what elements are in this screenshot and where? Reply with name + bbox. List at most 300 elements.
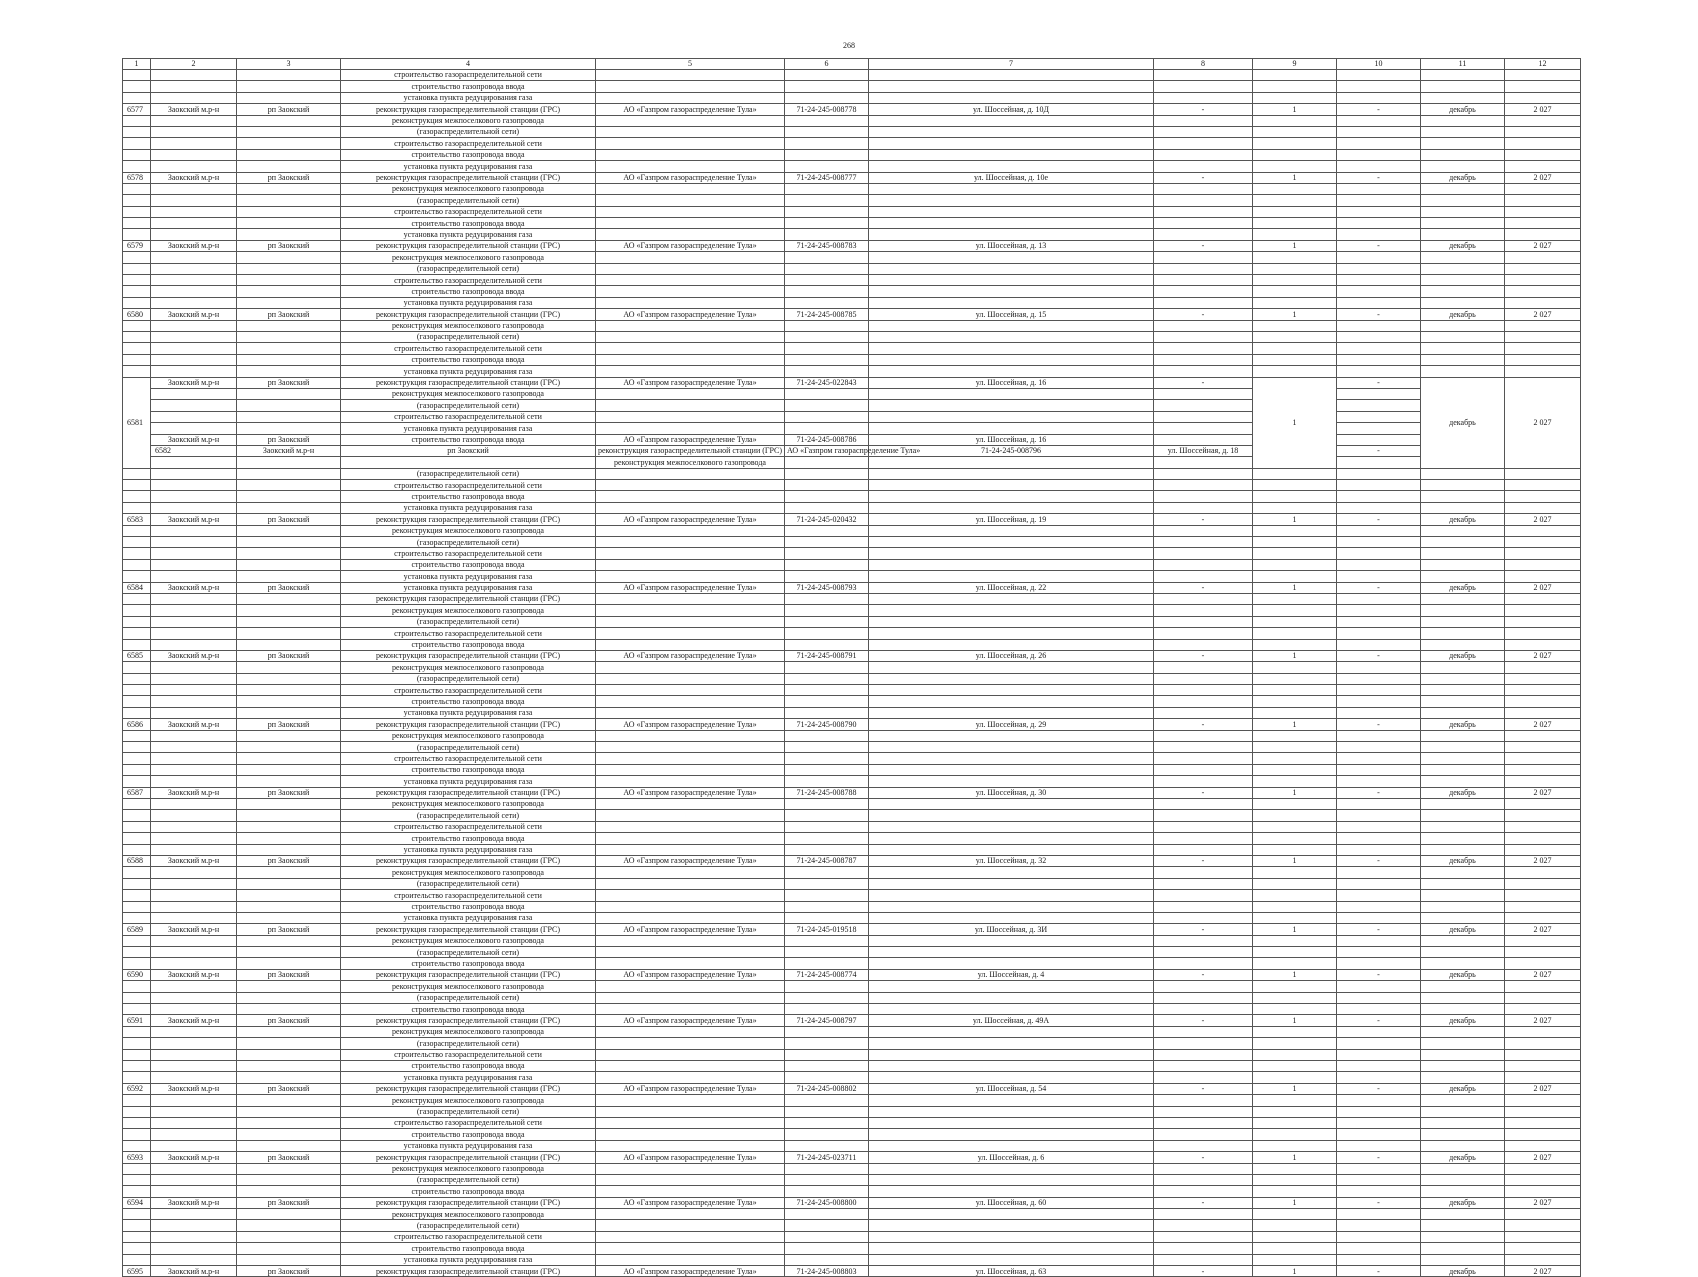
table-cell <box>1154 958 1253 969</box>
table-cell: - <box>1337 969 1421 980</box>
table-cell <box>123 354 151 365</box>
table-cell <box>1421 1174 1505 1185</box>
column-header: 8 <box>1154 59 1253 70</box>
table-cell <box>1421 730 1505 741</box>
table-cell <box>596 81 785 92</box>
table-cell <box>123 263 151 274</box>
table-row <box>123 719 1581 730</box>
table-cell: Заокский м.р-н <box>151 514 237 525</box>
table-cell <box>596 297 785 308</box>
table-row <box>123 912 1581 923</box>
table-cell: строительство газораспределительной сети <box>341 343 596 354</box>
table-cell <box>869 878 1154 889</box>
table-cell <box>1154 229 1253 240</box>
table-cell: - <box>1337 1197 1421 1208</box>
table-cell <box>869 821 1154 832</box>
table-cell: строительство газопровода ввода <box>341 764 596 775</box>
table-cell <box>237 92 341 103</box>
table-cell <box>1421 1004 1505 1015</box>
table-row <box>123 1174 1581 1185</box>
table-cell: установка пункта редуцирования газа <box>341 502 596 513</box>
table-cell <box>869 776 1154 787</box>
table-cell <box>151 331 237 342</box>
table-cell <box>1505 992 1581 1003</box>
table-cell <box>596 605 785 616</box>
table-cell <box>151 1026 237 1037</box>
table-cell: рп Заокский <box>237 650 341 661</box>
table-cell <box>151 890 237 901</box>
table-row <box>123 1117 1581 1128</box>
table-body <box>123 70 1581 1277</box>
table-cell <box>596 149 785 160</box>
table-cell: реконструкция газораспределительной станции (ГРС) <box>341 309 596 320</box>
table-cell <box>785 992 869 1003</box>
table-cell <box>1505 628 1581 639</box>
table-row <box>123 867 1581 878</box>
table-cell <box>1253 673 1337 684</box>
table-cell <box>785 354 869 365</box>
table-cell <box>869 343 1154 354</box>
table-row <box>123 183 1581 194</box>
table-cell: (газораспределительной сети) <box>341 1174 596 1185</box>
table-cell: (газораспределительной сети) <box>341 992 596 1003</box>
table-cell <box>237 457 341 468</box>
table-cell: ул. Шоссейная, д. 10Д <box>869 104 1154 115</box>
table-cell <box>1253 161 1337 172</box>
table-cell <box>785 388 869 399</box>
column-header: 7 <box>869 59 1154 70</box>
table-cell: (газораспределительной сети) <box>341 947 596 958</box>
table-cell: - <box>1154 1197 1253 1208</box>
table-cell <box>1154 70 1253 81</box>
table-cell <box>1337 571 1421 582</box>
table-cell <box>1154 525 1253 536</box>
table-cell <box>869 70 1154 81</box>
table-cell <box>123 764 151 775</box>
table-cell <box>151 1140 237 1151</box>
table-cell <box>1421 1254 1505 1265</box>
table-cell <box>1505 218 1581 229</box>
table-cell: - <box>1337 855 1421 866</box>
table-cell: ул. Шоссейная, д. 18 <box>1154 445 1253 456</box>
table-cell: строительство газопровода ввода <box>341 286 596 297</box>
table-cell <box>1154 81 1253 92</box>
table-cell <box>869 639 1154 650</box>
table-cell <box>1154 1129 1253 1140</box>
table-row <box>123 582 1581 593</box>
table-cell <box>785 195 869 206</box>
table-cell <box>1421 320 1505 331</box>
table-cell <box>151 605 237 616</box>
table-cell <box>1505 867 1581 878</box>
table-row <box>123 559 1581 570</box>
table-cell <box>1337 263 1421 274</box>
table-cell <box>869 1038 1154 1049</box>
table-cell <box>237 1072 341 1083</box>
table-cell <box>123 696 151 707</box>
column-header: 5 <box>596 59 785 70</box>
table-cell: - <box>1154 1152 1253 1163</box>
table-cell <box>1154 810 1253 821</box>
table-cell: 71-24-245-008788 <box>785 787 869 798</box>
table-cell: Заокский м.р-н <box>151 855 237 866</box>
table-cell: рп Заокский <box>341 445 596 456</box>
table-cell <box>1154 320 1253 331</box>
table-cell <box>1421 297 1505 308</box>
table-cell <box>1154 1174 1253 1185</box>
table-cell <box>1421 252 1505 263</box>
table-cell <box>1154 707 1253 718</box>
table-row <box>123 1140 1581 1151</box>
table-cell: - <box>1154 309 1253 320</box>
table-cell: 2 027 <box>1505 650 1581 661</box>
table-cell <box>1253 525 1337 536</box>
table-cell <box>785 1095 869 1106</box>
table-cell <box>123 810 151 821</box>
table-cell <box>123 1243 151 1254</box>
table-cell <box>785 229 869 240</box>
table-cell <box>1154 1243 1253 1254</box>
table-cell <box>1421 639 1505 650</box>
table-cell: 71-24-245-008800 <box>785 1197 869 1208</box>
table-cell <box>869 411 1154 422</box>
table-cell <box>1154 126 1253 137</box>
table-cell <box>1337 1117 1421 1128</box>
table-cell: 2 027 <box>1505 924 1581 935</box>
table-cell: реконструкция межпоселкового газопровода <box>341 388 596 399</box>
table-cell <box>1421 935 1505 946</box>
table-cell <box>151 366 237 377</box>
table-cell: реконструкция газораспределительной станции (ГРС) <box>596 445 785 456</box>
table-cell: 1 <box>1253 650 1337 661</box>
table-cell <box>1154 1072 1253 1083</box>
table-cell: Заокский м.р-н <box>237 445 341 456</box>
table-cell <box>1337 947 1421 958</box>
table-cell <box>151 1049 237 1060</box>
table-cell <box>596 616 785 627</box>
table-cell <box>1337 457 1421 468</box>
table-cell: ул. Шоссейная, д. 32 <box>869 855 1154 866</box>
table-cell <box>596 115 785 126</box>
table-cell <box>1505 161 1581 172</box>
table-row <box>123 445 1581 456</box>
table-cell <box>1154 981 1253 992</box>
table-cell <box>1253 81 1337 92</box>
table-cell <box>1505 673 1581 684</box>
table-cell: декабрь <box>1421 1152 1505 1163</box>
table-cell <box>123 286 151 297</box>
table-cell: строительство газопровода ввода <box>341 1186 596 1197</box>
table-cell: декабрь <box>1421 1015 1505 1026</box>
table-cell: реконструкция межпоселкового газопровода <box>341 799 596 810</box>
table-cell <box>1253 1060 1337 1071</box>
table-cell <box>123 275 151 286</box>
table-row <box>123 172 1581 183</box>
table-cell <box>1253 1209 1337 1220</box>
table-cell <box>1421 126 1505 137</box>
table-cell <box>1253 320 1337 331</box>
table-cell <box>151 149 237 160</box>
table-cell <box>123 491 151 502</box>
table-cell <box>123 821 151 832</box>
table-cell: декабрь <box>1421 172 1505 183</box>
table-cell <box>1505 593 1581 604</box>
table-cell <box>237 354 341 365</box>
table-cell <box>785 776 869 787</box>
table-cell <box>1337 354 1421 365</box>
table-cell <box>237 981 341 992</box>
table-cell: 6578 <box>123 172 151 183</box>
table-row <box>123 195 1581 206</box>
table-cell <box>1337 912 1421 923</box>
table-cell <box>1154 821 1253 832</box>
table-cell <box>1505 559 1581 570</box>
table-cell <box>1154 297 1253 308</box>
table-cell <box>1421 753 1505 764</box>
table-cell <box>1337 1243 1421 1254</box>
table-cell <box>869 958 1154 969</box>
table-cell <box>1253 354 1337 365</box>
table-cell: 71-24-245-008785 <box>785 309 869 320</box>
table-cell <box>1154 776 1253 787</box>
table-cell <box>1154 366 1253 377</box>
table-cell: - <box>1337 240 1421 251</box>
table-cell <box>1154 912 1253 923</box>
table-cell <box>869 331 1154 342</box>
table-cell: ул. Шоссейная, д. 19 <box>869 514 1154 525</box>
table-cell <box>1505 662 1581 673</box>
table-cell <box>869 696 1154 707</box>
table-cell <box>237 206 341 217</box>
table-cell <box>1505 126 1581 137</box>
table-cell <box>785 559 869 570</box>
table-row <box>123 924 1581 935</box>
table-cell: реконструкция межпоселкового газопровода <box>341 183 596 194</box>
table-cell <box>1253 628 1337 639</box>
table-cell <box>869 275 1154 286</box>
table-cell <box>596 1038 785 1049</box>
table-cell <box>151 1129 237 1140</box>
table-cell <box>1421 92 1505 103</box>
table-cell <box>1337 685 1421 696</box>
table-cell <box>237 1049 341 1060</box>
table-cell <box>151 195 237 206</box>
table-cell <box>1421 571 1505 582</box>
table-cell: (газораспределительной сети) <box>341 616 596 627</box>
table-cell <box>237 1220 341 1231</box>
table-cell <box>151 263 237 274</box>
table-cell: Заокский м.р-н <box>151 240 237 251</box>
table-row <box>123 161 1581 172</box>
table-cell <box>1337 639 1421 650</box>
table-row <box>123 1254 1581 1265</box>
table-cell <box>151 947 237 958</box>
table-cell <box>869 730 1154 741</box>
table-cell <box>1337 878 1421 889</box>
table-cell <box>237 286 341 297</box>
table-cell <box>785 218 869 229</box>
table-cell <box>1505 229 1581 240</box>
table-cell <box>785 878 869 889</box>
table-cell <box>1337 1186 1421 1197</box>
table-cell <box>1505 286 1581 297</box>
table-cell <box>785 1186 869 1197</box>
table-cell <box>596 491 785 502</box>
table-cell: Заокский м.р-н <box>151 1197 237 1208</box>
table-cell: установка пункта редуцирования газа <box>341 776 596 787</box>
table-cell <box>123 981 151 992</box>
table-cell <box>1253 1129 1337 1140</box>
table-cell <box>1337 1026 1421 1037</box>
table-cell <box>785 1254 869 1265</box>
table-cell <box>123 947 151 958</box>
table-cell <box>1421 286 1505 297</box>
table-cell <box>785 571 869 582</box>
table-cell: установка пункта редуцирования газа <box>341 582 596 593</box>
table-cell <box>1253 1106 1337 1117</box>
table-row <box>123 821 1581 832</box>
table-cell <box>237 411 341 422</box>
table-cell <box>785 696 869 707</box>
table-cell: реконструкция газораспределительной станции (ГРС) <box>341 719 596 730</box>
table-cell <box>596 1026 785 1037</box>
table-cell: реконструкция газораспределительной станции (ГРС) <box>341 240 596 251</box>
table-row <box>123 707 1581 718</box>
table-row <box>123 1243 1581 1254</box>
table-cell <box>151 206 237 217</box>
table-cell <box>151 411 237 422</box>
table-row <box>123 320 1581 331</box>
table-cell: реконструкция межпоселкового газопровода <box>341 320 596 331</box>
table-cell <box>123 1209 151 1220</box>
table-cell <box>1337 502 1421 513</box>
table-cell <box>785 1049 869 1060</box>
table-cell: ул. Шоссейная, д. 63 <box>869 1266 1154 1277</box>
table-cell <box>1421 947 1505 958</box>
table-cell: ул. Шоссейная, д. 16 <box>869 434 1154 445</box>
table-cell <box>1154 331 1253 342</box>
table-cell <box>785 981 869 992</box>
table-cell <box>596 400 785 411</box>
table-cell <box>1253 149 1337 160</box>
table-cell <box>1505 685 1581 696</box>
table-cell <box>596 707 785 718</box>
table-cell <box>151 1117 237 1128</box>
table-cell <box>1154 388 1253 399</box>
table-row <box>123 126 1581 137</box>
table-cell <box>123 297 151 308</box>
table-cell: реконструкция газораспределительной станции (ГРС) <box>341 1152 596 1163</box>
table-cell <box>785 673 869 684</box>
table-cell <box>237 707 341 718</box>
table-cell <box>596 1049 785 1060</box>
table-row <box>123 776 1581 787</box>
table-row <box>123 742 1581 753</box>
table-cell: реконструкция газораспределительной станции (ГРС) <box>341 787 596 798</box>
table-cell <box>1421 138 1505 149</box>
table-row <box>123 685 1581 696</box>
table-cell <box>123 149 151 160</box>
table-cell <box>785 867 869 878</box>
table-cell <box>237 126 341 137</box>
table-row <box>123 400 1581 411</box>
table-cell <box>1154 1004 1253 1015</box>
table-cell: 2 027 <box>1505 582 1581 593</box>
table-cell: ул. Шоссейная, д. 10е <box>869 172 1154 183</box>
table-cell <box>237 901 341 912</box>
table-row <box>123 423 1581 434</box>
table-cell <box>1253 115 1337 126</box>
table-cell <box>869 901 1154 912</box>
table-cell <box>1253 480 1337 491</box>
column-header: 6 <box>785 59 869 70</box>
table-cell <box>596 388 785 399</box>
table-cell: 1 <box>1253 1197 1337 1208</box>
table-cell: декабрь <box>1421 719 1505 730</box>
table-cell <box>1505 1129 1581 1140</box>
table-cell: 71-24-245-008802 <box>785 1083 869 1094</box>
table-cell <box>237 685 341 696</box>
table-cell <box>151 1231 237 1242</box>
table-cell: установка пункта редуцирования газа <box>341 297 596 308</box>
table-cell <box>1154 833 1253 844</box>
table-cell <box>1421 605 1505 616</box>
table-cell: Заокский м.р-н <box>151 969 237 980</box>
table-cell <box>1421 331 1505 342</box>
table-cell <box>869 867 1154 878</box>
table-cell <box>1253 502 1337 513</box>
table-cell <box>869 947 1154 958</box>
table-cell <box>151 400 237 411</box>
table-row <box>123 388 1581 399</box>
table-cell <box>596 218 785 229</box>
table-cell <box>123 1106 151 1117</box>
table-cell <box>1421 70 1505 81</box>
table-cell: - <box>1337 104 1421 115</box>
table-cell: 71-24-245-008790 <box>785 719 869 730</box>
table-cell <box>1337 799 1421 810</box>
table-cell <box>1505 1060 1581 1071</box>
table-cell <box>785 1209 869 1220</box>
table-cell <box>1421 685 1505 696</box>
table-cell <box>1421 1243 1505 1254</box>
table-cell <box>123 1163 151 1174</box>
table-cell <box>123 890 151 901</box>
table-cell <box>1154 559 1253 570</box>
table-cell <box>1337 81 1421 92</box>
table-cell <box>1505 981 1581 992</box>
table-cell <box>1154 400 1253 411</box>
table-cell: 1 <box>1253 719 1337 730</box>
table-cell <box>123 525 151 536</box>
table-cell <box>1505 821 1581 832</box>
table-cell <box>237 844 341 855</box>
table-cell: ул. Шоссейная, д. 49А <box>869 1015 1154 1026</box>
table-cell <box>1154 901 1253 912</box>
table-cell <box>123 343 151 354</box>
table-cell <box>1154 628 1253 639</box>
table-cell: 6588 <box>123 855 151 866</box>
table-cell: 71-24-245-008778 <box>785 104 869 115</box>
table-cell <box>785 730 869 741</box>
table-cell <box>151 912 237 923</box>
table-cell <box>1253 206 1337 217</box>
table-cell: АО «Газпром газораспределение Тула» <box>785 445 869 456</box>
table-row <box>123 890 1581 901</box>
table-cell <box>123 730 151 741</box>
table-cell: АО «Газпром газораспределение Тула» <box>596 377 785 388</box>
table-cell <box>1505 183 1581 194</box>
